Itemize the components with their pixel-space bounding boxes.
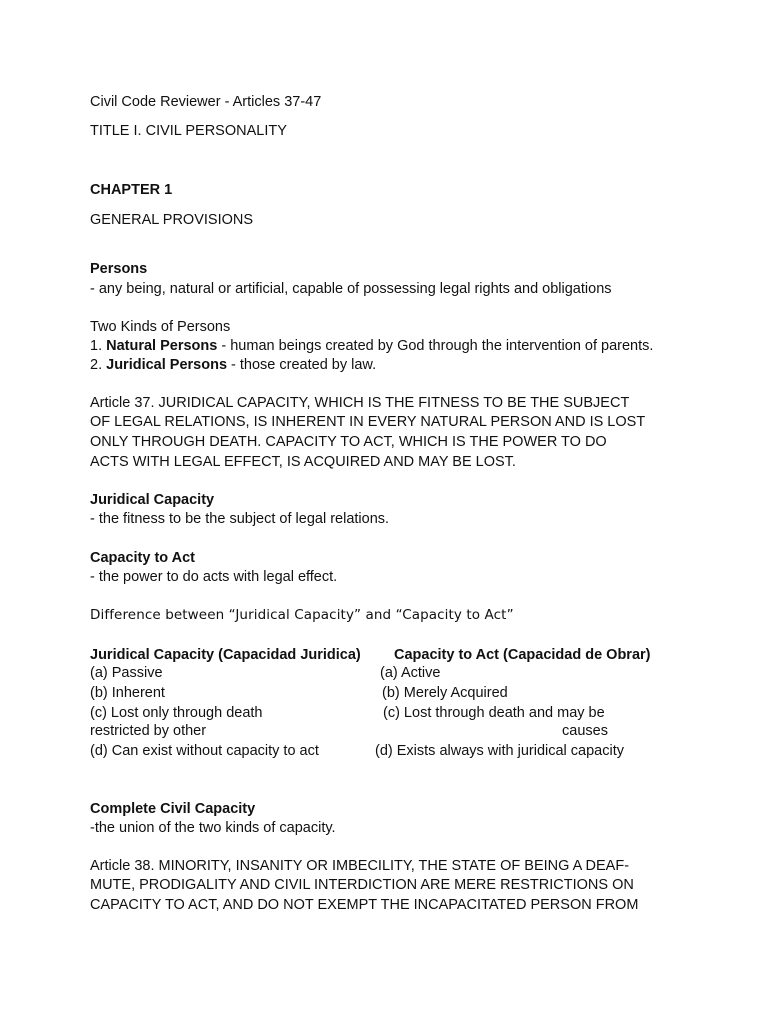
table-cell-left: (b) Inherent <box>90 685 165 701</box>
kind-natural-persons <box>90 337 653 356</box>
chapter-subtitle: GENERAL PROVISIONS <box>90 212 254 228</box>
persons-heading: Persons <box>90 261 148 277</box>
juridical-capacity-heading: Juridical Capacity <box>90 492 215 508</box>
complete-civil-capacity-heading: Complete Civil Capacity <box>90 801 256 817</box>
kind-number: 1. <box>90 338 103 354</box>
table-cell-right: causes <box>562 723 608 739</box>
kind-number: 2. <box>90 357 103 373</box>
table-cell-left: (a) Passive <box>90 665 163 681</box>
persons-definition: - any being, natural or artificial, capable of possessing legal rights and obligations <box>90 281 612 297</box>
kind-term: Natural Persons <box>106 338 218 354</box>
reviewer-title: Civil Code Reviewer - Articles 37-47 <box>90 94 322 110</box>
complete-civil-capacity-definition: -the union of the two kinds of capacity. <box>90 820 336 836</box>
kind-definition: - those created by law. <box>231 357 377 373</box>
table-cell-right: (c) Lost through death and may be <box>383 705 605 721</box>
juridical-capacity-definition: - the fitness to be the subject of legal relations. <box>90 511 390 527</box>
article-38-line: MUTE, PRODIGALITY AND CIVIL INTERDICTION ARE MERE RESTRICTIONS ON <box>90 877 634 893</box>
table-cell-right: (a) Active <box>380 665 441 681</box>
table-header-right: Capacity to Act (Capacidad de Obrar) <box>394 647 651 663</box>
table-cell-left: (d) Can exist without capacity to act <box>90 743 319 759</box>
kind-term: Juridical Persons <box>106 357 228 373</box>
article-37-line: ONLY THROUGH DEATH. CAPACITY TO ACT, WHICH IS THE POWER TO DO <box>90 434 607 450</box>
kind-definition: - human beings created by God through the intervention of parents. <box>221 338 654 354</box>
table-cell-right: (b) Merely Acquired <box>382 685 508 701</box>
capacity-to-act-heading: Capacity to Act <box>90 550 196 566</box>
table-cell-right: (d) Exists always with juridical capacity <box>375 743 624 759</box>
kind-juridical-persons <box>90 356 376 375</box>
article-37-line: OF LEGAL RELATIONS, IS INHERENT IN EVERY NATURAL PERSON AND IS LOST <box>90 414 646 430</box>
difference-heading: Difference between “Juridical Capacity” and “Capacity to Act” <box>90 607 514 623</box>
capacity-to-act-definition: - the power to do acts with legal effect. <box>90 569 338 585</box>
article-37-line: Article 37. JURIDICAL CAPACITY, WHICH IS THE FITNESS TO BE THE SUBJECT <box>90 395 630 411</box>
table-header-left: Juridical Capacity (Capacidad Juridica) <box>90 647 361 663</box>
article-37-line: ACTS WITH LEGAL EFFECT, IS ACQUIRED AND MAY BE LOST. <box>90 454 516 470</box>
table-cell-left: restricted by other <box>90 723 207 739</box>
chapter-heading: CHAPTER 1 <box>90 182 173 198</box>
table-cell-left: (c) Lost only through death <box>90 705 263 721</box>
article-38-line: Article 38. MINORITY, INSANITY OR IMBECILITY, THE STATE OF BEING A DEAF- <box>90 858 630 874</box>
title-heading: TITLE I. CIVIL PERSONALITY <box>90 123 287 139</box>
two-kinds-heading: Two Kinds of Persons <box>90 319 231 335</box>
article-38-line: CAPACITY TO ACT, AND DO NOT EXEMPT THE INCAPACITATED PERSON FROM <box>90 897 639 913</box>
